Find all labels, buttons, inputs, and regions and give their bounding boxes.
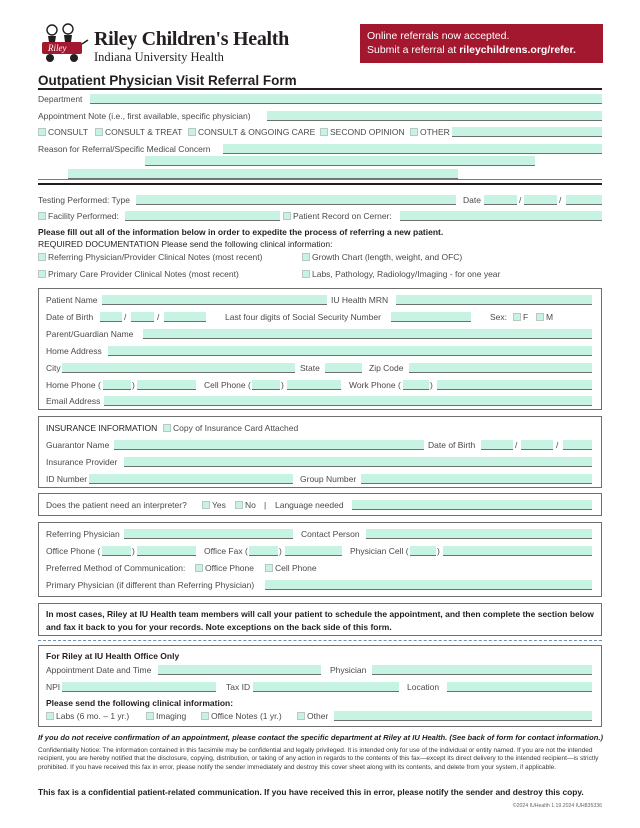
ref-notes-label: Referring Physician/Provider Clinical Notes (most recent) <box>48 252 263 262</box>
interpreter-yes-checkbox[interactable] <box>202 501 210 509</box>
cell-phone-number[interactable] <box>287 380 341 390</box>
testing-type-field[interactable] <box>136 195 456 205</box>
confidentiality-notice: Confidentiality Notice: The information contained in this facsimile may be confidential and legally privileged. It is intended only for use of the individual or entity named. If you are not the intended recipient, you are hereby notified that the disclosure, copying, distribution, or taking of any action in regards to the contents of this fax—except its direct delivery to the intended recipient—is strictly prohibited. If you have received this fax in error, please notify the sender immediately and destroy this cover sheet along with its contents, and delete from your system, if applicable. <box>38 747 599 771</box>
interpreter-question: Does the patient need an interpreter? <box>46 500 187 510</box>
growth-chart-checkbox[interactable] <box>302 253 310 261</box>
email-label: Email Address <box>46 396 101 406</box>
npi-field[interactable] <box>62 682 216 692</box>
reason-underline <box>38 179 602 180</box>
labs-checkbox[interactable] <box>302 270 310 278</box>
insurance-provider-field[interactable] <box>124 457 592 467</box>
facility-checkbox[interactable] <box>38 212 46 220</box>
mrn-field[interactable] <box>396 295 592 305</box>
patient-name-field[interactable] <box>102 295 327 305</box>
tax-id-label: Tax ID <box>226 682 251 692</box>
office-fax-label: Office Fax ( <box>204 546 248 556</box>
pref-cell-label: Cell Phone <box>275 563 317 573</box>
testing-date-year[interactable] <box>566 195 602 205</box>
office-physician-label: Physician <box>330 665 367 675</box>
ref-notes-option[interactable] <box>38 252 262 262</box>
insurance-provider-label: Insurance Provider <box>46 457 118 467</box>
physician-cell-number[interactable] <box>443 546 592 556</box>
location-field[interactable] <box>447 682 592 692</box>
office-labs-option[interactable] <box>46 711 129 721</box>
pcp-notes-label: Primary Care Provider Clinical Notes (most recent) <box>48 269 239 279</box>
fax-confidential-notice: This fax is a confidential patient-related communication. If you have received this in error, please notify the sender and destroy this copy. <box>38 787 584 797</box>
office-phone-number[interactable] <box>137 546 196 556</box>
sex-f-label: F <box>523 312 529 322</box>
form-title: Outpatient Physician Visit Referral Form <box>38 73 297 88</box>
group-number-label: Group Number <box>300 474 357 484</box>
pcp-notes-option[interactable] <box>38 269 239 279</box>
other-field[interactable] <box>452 127 602 137</box>
paren-close: ) <box>132 546 135 556</box>
pref-cell-checkbox[interactable] <box>265 564 273 572</box>
date-slash: / <box>515 440 518 450</box>
consult-ongoing-label: CONSULT & ONGOING CARE <box>198 127 316 137</box>
interpreter-no-option[interactable] <box>235 500 256 510</box>
paren-close: ) <box>430 380 433 390</box>
insurance-heading: INSURANCE INFORMATION <box>46 423 158 433</box>
paren-close: ) <box>279 546 282 556</box>
guardian-label: Parent/Guardian Name <box>46 329 134 339</box>
interpreter-yes-option[interactable] <box>202 500 226 510</box>
pref-cell-option[interactable] <box>265 563 317 573</box>
sex-m-checkbox[interactable] <box>536 313 544 321</box>
office-notes-checkbox[interactable] <box>201 712 209 720</box>
testing-date-day[interactable] <box>524 195 557 205</box>
insurance-card-label: Copy of Insurance Card Attached <box>173 423 299 433</box>
guarantor-dob-label: Date of Birth <box>428 440 476 450</box>
cerner-field[interactable] <box>400 211 602 221</box>
state-field[interactable] <box>325 363 362 373</box>
home-phone-area[interactable] <box>103 380 131 390</box>
paren-close: ) <box>132 380 135 390</box>
consult-ongoing-option[interactable] <box>188 127 315 137</box>
scheduling-notice-text: In most cases, Riley at IU Health team members will call your patient to schedule the appointment, and then complete the section below and fax it back to you for your records. Note exceptions on the back side of this form. <box>46 609 594 632</box>
office-other-field[interactable] <box>334 711 592 721</box>
group-number-field[interactable] <box>361 474 592 484</box>
consult-label: CONSULT <box>48 127 88 137</box>
title-rule <box>38 88 602 90</box>
contact-person-field[interactable] <box>366 529 592 539</box>
guarantor-dob-day[interactable] <box>521 440 553 450</box>
office-labs-checkbox[interactable] <box>46 712 54 720</box>
office-notes-label: Office Notes (1 yr.) <box>211 711 282 721</box>
guarantor-dob-month[interactable] <box>481 440 513 450</box>
home-phone-label: Home Phone ( <box>46 380 101 390</box>
testing-date-month[interactable] <box>484 195 517 205</box>
id-number-field[interactable] <box>89 474 293 484</box>
mrn-label: IU Health MRN <box>331 295 389 305</box>
consult-treat-option[interactable] <box>95 127 182 137</box>
pref-office-label: Office Phone <box>205 563 254 573</box>
office-notes-option[interactable] <box>201 711 282 721</box>
referring-physician-field[interactable] <box>124 529 293 539</box>
pref-office-checkbox[interactable] <box>195 564 203 572</box>
second-opinion-option[interactable] <box>320 127 405 137</box>
date-slash: / <box>519 195 522 205</box>
required-doc-heading: REQUIRED DOCUMENTATION Please send the following clinical information: <box>38 239 333 249</box>
work-phone-area[interactable] <box>403 380 429 390</box>
labs-label: Labs, Pathology, Radiology/Imaging - for one year <box>312 269 501 279</box>
banner-line-1: Online referrals now accepted. <box>367 30 510 42</box>
zip-label: Zip Code <box>369 363 404 373</box>
email-field[interactable] <box>104 396 592 406</box>
ref-notes-checkbox[interactable] <box>38 253 46 261</box>
growth-chart-option[interactable] <box>302 252 462 262</box>
cut-line <box>38 640 602 641</box>
guarantor-label: Guarantor Name <box>46 440 110 450</box>
interpreter-yes-label: Yes <box>212 500 226 510</box>
ssn-label: Last four digits of Social Security Number <box>225 312 381 322</box>
date-slash: / <box>157 312 160 322</box>
office-imaging-label: Imaging <box>156 711 187 721</box>
consult-ongoing-checkbox[interactable] <box>188 128 196 136</box>
date-slash: / <box>556 440 559 450</box>
dob-year[interactable] <box>164 312 206 322</box>
cerner-option[interactable] <box>283 211 392 221</box>
scheduling-notice-box <box>38 603 602 636</box>
no-confirmation-notice: If you do not receive confirmation of an appointment, please contact the specific department at Riley at IU Health. (See back of form for contact information.) <box>38 733 603 742</box>
cell-phone-label: Cell Phone ( <box>204 380 251 390</box>
sex-f-checkbox[interactable] <box>513 313 521 321</box>
second-opinion-checkbox[interactable] <box>320 128 328 136</box>
dob-day[interactable] <box>131 312 154 322</box>
sex-label: Sex: <box>490 312 508 322</box>
office-fax-number[interactable] <box>285 546 342 556</box>
work-phone-label: Work Phone ( <box>349 380 401 390</box>
cerner-label: Patient Record on Cerner: <box>293 211 392 221</box>
referring-physician-label: Referring Physician <box>46 529 120 539</box>
consult-treat-checkbox[interactable] <box>95 128 103 136</box>
primary-physician-field[interactable] <box>265 580 592 590</box>
labs-option[interactable] <box>302 269 500 279</box>
tax-id-field[interactable] <box>253 682 399 692</box>
physician-cell-label: Physician Cell ( <box>350 546 409 556</box>
appointment-note-label: Appointment Note (i.e., first available, specific physician) <box>38 111 251 121</box>
referral-url-link[interactable]: rileychildrens.org/refer. <box>459 44 576 56</box>
reason-field-1[interactable] <box>223 144 602 154</box>
patient-name-label: Patient Name <box>46 295 98 305</box>
department-field[interactable] <box>90 94 602 104</box>
department-label: Department <box>38 94 83 104</box>
office-other-option[interactable] <box>297 711 328 721</box>
consult-checkbox[interactable] <box>38 128 46 136</box>
facility-label: Facility Performed: <box>48 211 119 221</box>
npi-label: NPI <box>46 682 61 692</box>
insurance-card-checkbox[interactable] <box>163 424 171 432</box>
second-opinion-label: SECOND OPINION <box>330 127 405 137</box>
city-field[interactable] <box>62 363 295 373</box>
city-label: City <box>46 363 61 373</box>
brand-subtitle: Indiana University Health <box>94 50 224 64</box>
interpreter-no-label: No <box>245 500 256 510</box>
dob-month[interactable] <box>100 312 122 322</box>
guarantor-field[interactable] <box>114 440 424 450</box>
pcp-notes-checkbox[interactable] <box>38 270 46 278</box>
brand-name: Riley Children's Health <box>94 28 289 50</box>
appt-datetime-label: Appointment Date and Time <box>46 665 152 675</box>
logo-badge-text: Riley <box>48 43 67 53</box>
consult-treat-label: CONSULT & TREAT <box>105 127 183 137</box>
appointment-note-field[interactable] <box>267 111 602 121</box>
growth-chart-label: Growth Chart (length, weight, and OFC) <box>312 252 463 262</box>
home-phone-number[interactable] <box>137 380 196 390</box>
paren-close: ) <box>281 380 284 390</box>
id-number-label: ID Number <box>46 474 88 484</box>
section-rule <box>38 183 602 185</box>
office-labs-label: Labs (6 mo. – 1 yr.) <box>56 711 130 721</box>
appt-datetime-field[interactable] <box>158 665 321 675</box>
sex-m-option[interactable] <box>536 312 553 322</box>
interpreter-no-checkbox[interactable] <box>235 501 243 509</box>
reason-field-3[interactable] <box>68 169 458 179</box>
sex-m-label: M <box>546 312 554 322</box>
guarantor-dob-year[interactable] <box>563 440 592 450</box>
location-label: Location <box>407 682 440 692</box>
zip-field[interactable] <box>409 363 592 373</box>
consult-option[interactable] <box>38 127 88 137</box>
interpreter-separator: | <box>264 500 267 510</box>
testing-date-label: Date <box>463 195 481 205</box>
dob-label: Date of Birth <box>46 312 94 322</box>
form-code: ©2024 IUHealth 1.19.2024 IUH835336 <box>512 803 602 809</box>
other-label: OTHER <box>420 127 450 137</box>
contact-person-label: Contact Person <box>301 529 360 539</box>
riley-logo <box>38 22 90 64</box>
physician-cell-area[interactable] <box>410 546 436 556</box>
office-fax-area[interactable] <box>249 546 278 556</box>
reason-field-2[interactable] <box>145 156 535 166</box>
fill-out-instruction: Please fill out all of the information below in order to expedite the process of referring a new patient. <box>38 227 444 237</box>
work-phone-number[interactable] <box>437 380 592 390</box>
pref-office-option[interactable] <box>195 563 254 573</box>
language-label: Language needed <box>275 500 344 510</box>
testing-type-label: Testing Performed: Type <box>38 195 130 205</box>
office-imaging-checkbox[interactable] <box>146 712 154 720</box>
office-phone-label: Office Phone ( <box>46 546 101 556</box>
send-info-heading: Please send the following clinical information: <box>46 698 234 708</box>
office-only-heading: For Riley at IU Health Office Only <box>46 651 180 661</box>
office-imaging-option[interactable] <box>146 711 186 721</box>
reason-label: Reason for Referral/Specific Medical Concern <box>38 144 211 154</box>
facility-option[interactable] <box>38 211 119 221</box>
home-address-field[interactable] <box>108 346 592 356</box>
preferred-method-label: Preferred Method of Communication: <box>46 563 186 573</box>
insurance-card-option[interactable] <box>163 423 298 433</box>
date-slash: / <box>559 195 562 205</box>
paren-close: ) <box>437 546 440 556</box>
facility-field[interactable] <box>125 211 280 221</box>
banner-line-2-prefix: Submit a referral at <box>367 44 460 56</box>
state-label: State <box>300 363 320 373</box>
ssn-field[interactable] <box>391 312 471 322</box>
other-option[interactable] <box>410 127 450 137</box>
primary-physician-label: Primary Physician (if different than Referring Physician) <box>46 580 255 590</box>
cerner-checkbox[interactable] <box>283 212 291 220</box>
office-other-checkbox[interactable] <box>297 712 305 720</box>
home-address-label: Home Address <box>46 346 102 356</box>
language-field[interactable] <box>352 500 592 510</box>
office-other-label: Other <box>307 711 329 721</box>
sex-f-option[interactable] <box>513 312 528 322</box>
office-phone-area[interactable] <box>102 546 131 556</box>
date-slash: / <box>124 312 127 322</box>
guardian-field[interactable] <box>143 329 592 339</box>
cell-phone-area[interactable] <box>252 380 280 390</box>
office-physician-field[interactable] <box>372 665 592 675</box>
other-checkbox[interactable] <box>410 128 418 136</box>
online-referral-banner <box>360 24 603 63</box>
